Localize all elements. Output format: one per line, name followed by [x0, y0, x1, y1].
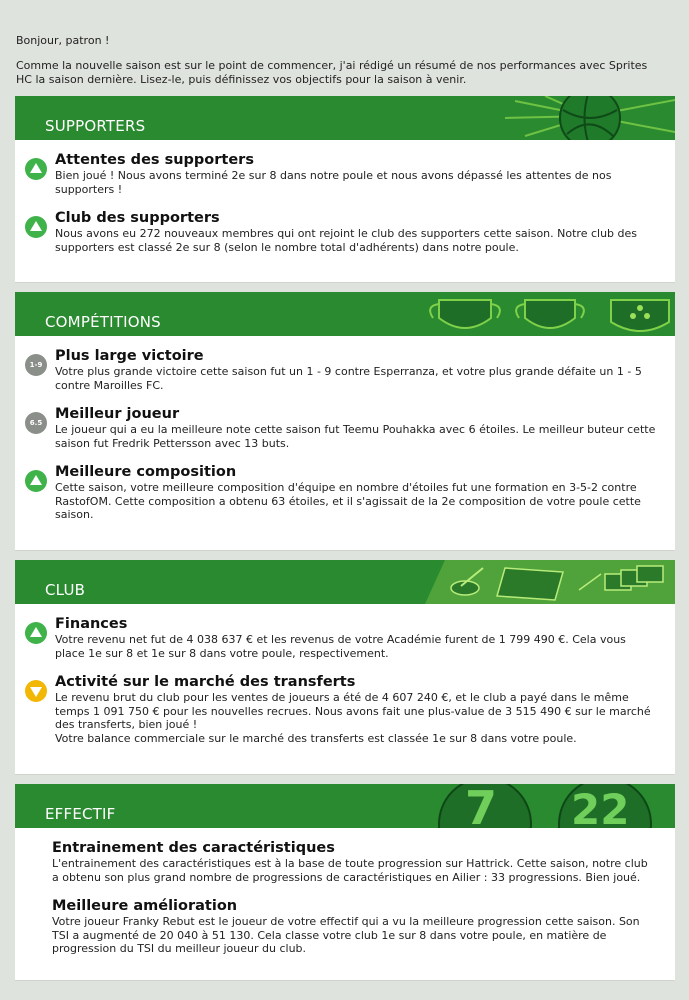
item-text: Bien joué ! Nous avons terminé 2e sur 8 dans notre poule et nous avons dépassé les attentes de nos supporters !: [55, 169, 612, 196]
greeting: Bonjour, patron !: [16, 34, 110, 47]
volleyball-icon: [505, 96, 675, 140]
supporters-section: [15, 96, 675, 283]
up-arrow-icon: [25, 216, 47, 238]
item-text: Votre plus grande victoire cette saison fut un 1 - 9 contre Esperranza, et votre plus grande défaite un 1 - 5 contre Maroilles FC.: [55, 365, 642, 392]
supporters-title: SUPPORTERS: [45, 117, 146, 135]
item-title: Plus large victoire: [55, 348, 204, 364]
item-title: Meilleur joueur: [55, 406, 180, 422]
list-item: [25, 406, 657, 450]
competitions-title: COMPÉTITIONS: [45, 313, 161, 331]
season-summary-page: [5, 5, 684, 995]
supporters-banner: [15, 96, 675, 140]
list-item: [25, 152, 657, 196]
item-text: Votre revenu net fut de 4 038 637 € et les revenus de votre Académie furent de 1 799 490 €. Cela vous place 1e sur 8 et 1e sur 8 dans votre poule, respectivement.: [55, 633, 626, 660]
item-title: Activité sur le marché des transferts: [55, 674, 356, 690]
effectif-section: [15, 784, 675, 981]
item-text: Votre joueur Franky Rebut est le joueur de votre effectif qui a vu la meilleure progression cette saison. Son TSI a augmenté de 20 040 à 51 130. Cela classe votre club 1e sur 8 dans votre poule, en matière de progression du TSI du meilleur joueur du club.: [52, 915, 640, 955]
competitions-banner: [15, 292, 675, 336]
list-item: [25, 616, 657, 660]
jersey-icon: [559, 784, 651, 828]
competitions-section: [15, 292, 675, 551]
item-text: L'entrainement des caractéristiques est à la base de toute progression sur Hattrick. Cette saison, notre club a obtenu son plus grand nombre de progressions de caractéristiques en Ailier : 33 progressions. Bien joué.: [52, 857, 648, 884]
list-item: [25, 840, 657, 884]
item-title: Finances: [55, 616, 128, 632]
club-title: CLUB: [45, 581, 86, 599]
list-item: [25, 210, 657, 254]
office-desk-icon: [425, 560, 675, 604]
list-item: [25, 464, 657, 522]
down-arrow-icon: [25, 680, 47, 702]
effectif-title: EFFECTIF: [45, 805, 116, 823]
item-title: Attentes des supporters: [55, 152, 254, 168]
up-arrow-icon: [25, 622, 47, 644]
item-title: Meilleure composition: [55, 464, 237, 480]
effectif-banner: [15, 784, 675, 828]
item-text: Nous avons eu 272 nouveaux membres qui ont rejoint le club des supporters cette saison. Notre club des supporters est classé 2e sur 8 (selon le nombre total d'adhérents) dans notre poule.: [55, 227, 637, 254]
item-text: Cette saison, votre meilleure composition d'équipe en nombre d'étoiles fut une formation en 3-5-2 contre RastofOM. Cette composition a obtenu 63 étoiles, et il s'agissait de la 2e composition de votre poule cette saison.: [55, 481, 641, 521]
item-text: Le joueur qui a eu la meilleure note cette saison fut Teemu Pouhakka avec 6 étoiles. Le meilleur buteur cette saison fut Fredrik Pettersson avec 13 buts.: [55, 423, 656, 450]
list-item: [25, 348, 657, 392]
rating-badge-icon: 6.5: [25, 412, 47, 434]
score-badge-icon: 1-9: [25, 354, 47, 376]
up-arrow-icon: [25, 158, 47, 180]
up-arrow-icon: [25, 470, 47, 492]
trophies-icon: [425, 292, 675, 336]
intro: [16, 34, 666, 98]
item-title: Club des supporters: [55, 210, 220, 226]
club-banner: [15, 560, 675, 604]
item-text: Le revenu brut du club pour les ventes de joueurs a été de 4 607 240 €, et le club a payé dans le même temps 1 091 750 € pour les nouvelles recrues. Nous avons fait une plus-value de 3 515 490 € sur le marché des transferts, bien joué ! Votre balance commerciale sur le marché des transferts est classée 1e sur 8 dans votre poule.: [55, 691, 651, 745]
item-title: Meilleure amélioration: [52, 898, 238, 914]
list-item: [25, 674, 657, 745]
list-item: [25, 898, 657, 956]
jersey-number-7: 7: [465, 784, 498, 828]
jersey-icon: [439, 784, 531, 828]
intro-text: Comme la nouvelle saison est sur le point de commencer, j'ai rédigé un résumé de nos performances avec Sprites HC la saison dernière. Lisez-le, puis définissez vos objectifs pour la saison à venir.: [16, 59, 648, 86]
club-section: [15, 560, 675, 775]
item-title: Entrainement des caractéristiques: [52, 840, 335, 856]
jersey-number-22: 22: [571, 785, 630, 828]
